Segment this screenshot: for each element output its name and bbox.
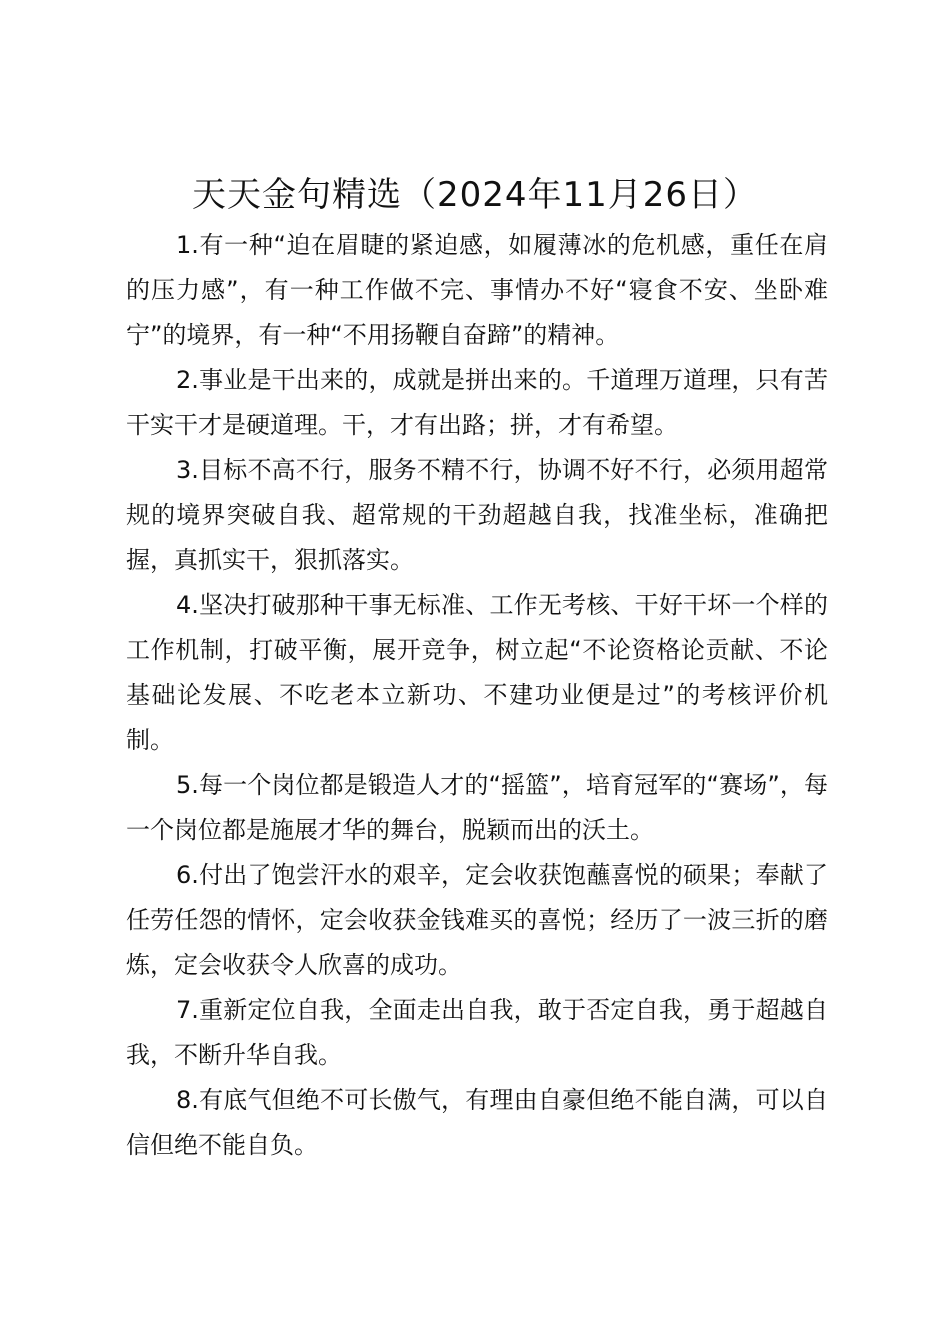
paragraph-6: 6.付出了饱尝汗水的艰辛，定会收获饱蘸喜悦的硕果；奉献了任劳任怨的情怀，定会收获金钱难买的喜悦；经历了一波三折的磨炼，定会收获令人欣喜的成功。 xyxy=(126,861,828,979)
paragraph-4: 4.坚决打破那种干事无标准、工作无考核、干好干坏一个样的工作机制，打破平衡，展开竞争，树立起“不论资格论贡献、不论基础论发展、不吃老本立新功、不建功业便是过”的考核评价机制。 xyxy=(126,591,828,754)
paragraph-5: 5.每一个岗位都是锻造人才的“摇篮”，培育冠军的“赛场”，每一个岗位都是施展才华的舞台，脱颖而出的沃土。 xyxy=(126,771,828,844)
paragraph-8: 8.有底气但绝不可长傲气，有理由自豪但绝不能自满，可以自信但绝不能自负。 xyxy=(126,1086,828,1159)
paragraph-7: 7.重新定位自我，全面走出自我，敢于否定自我，勇于超越自我，不断升华自我。 xyxy=(126,996,828,1069)
document-body xyxy=(126,223,828,1168)
paragraph-2: 2.事业是干出来的，成就是拼出来的。千道理万道理，只有苦干实干才是硬道理。干，才有出路；拼，才有希望。 xyxy=(126,366,828,439)
paragraph-3: 3.目标不高不行，服务不精不行，协调不好不行，必须用超常规的境界突破自我、超常规的干劲超越自我，找准坐标，准确把握，真抓实干，狠抓落实。 xyxy=(126,456,828,574)
paragraph-1: 1.有一种“迫在眉睫的紧迫感，如履薄冰的危机感，重任在肩的压力感”，有一种工作做不完、事情办不好“寝食不安、坐卧难宁”的境界，有一种“不用扬鞭自奋蹄”的精神。 xyxy=(126,231,828,349)
document-title: 天天金句精选（2024年11月26日） xyxy=(191,175,759,215)
